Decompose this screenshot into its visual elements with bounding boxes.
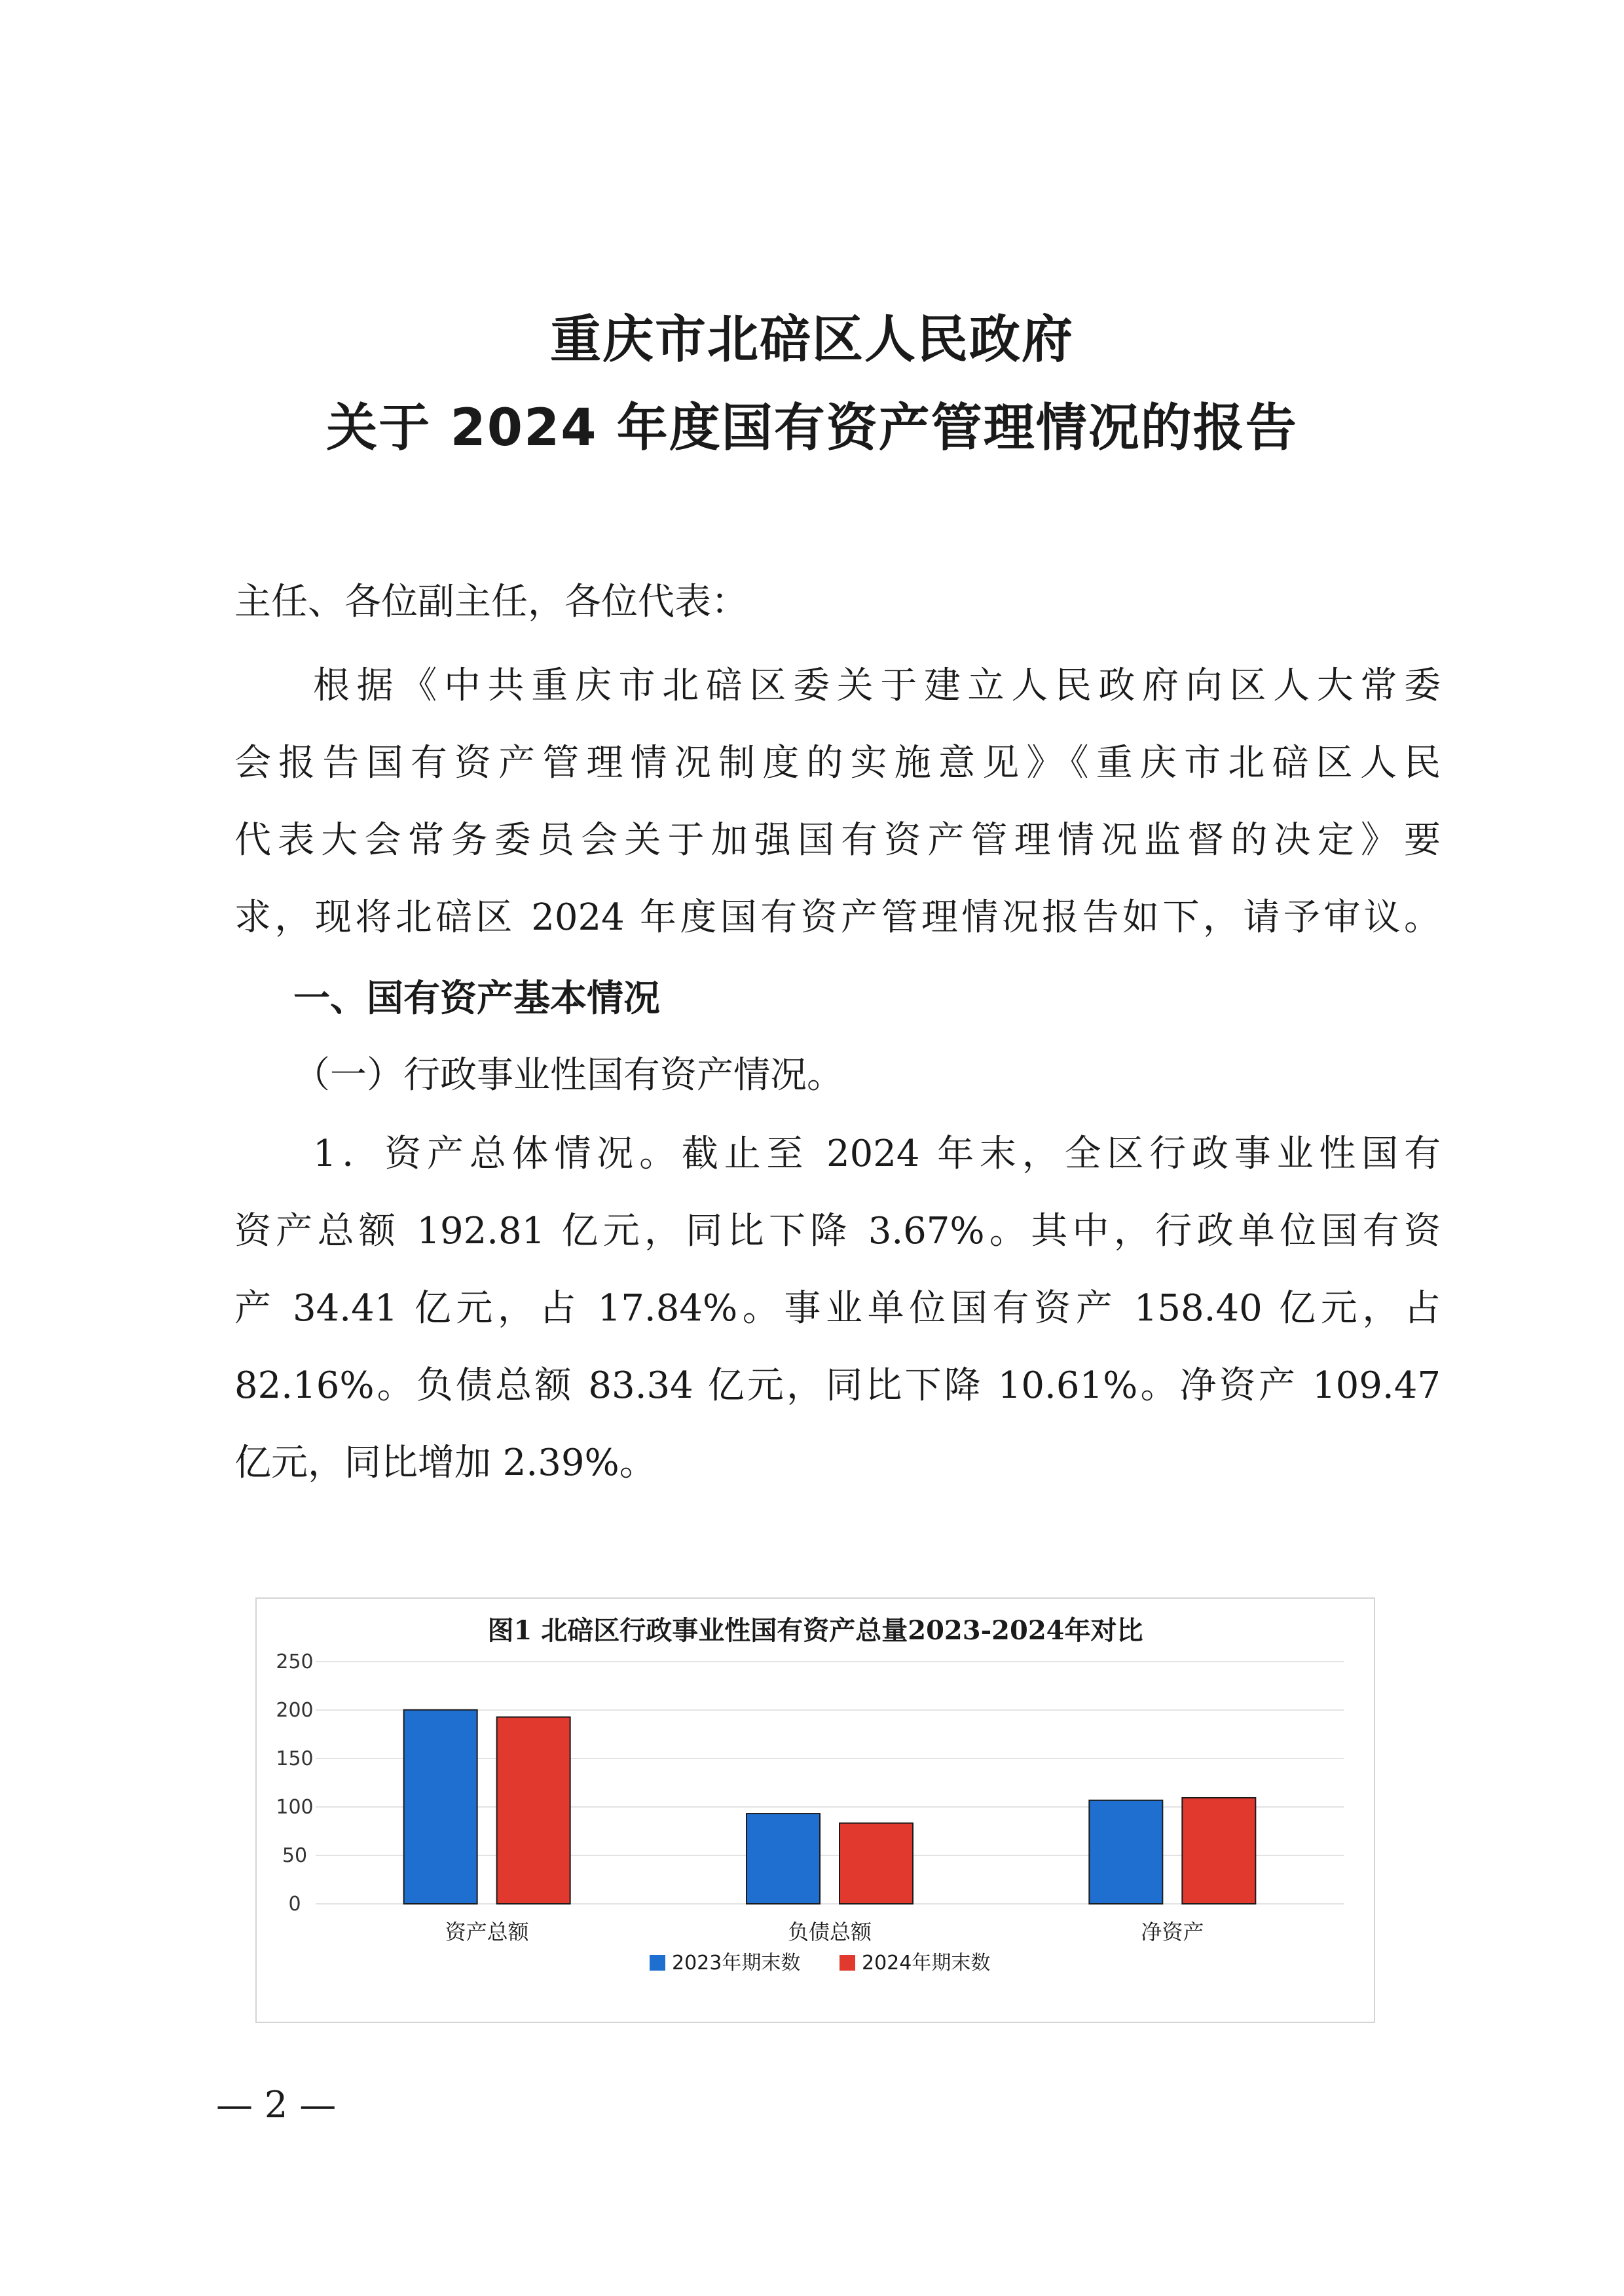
bar (1089, 1800, 1162, 1904)
y-tick-label: 0 (288, 1893, 301, 1916)
x-category-label: 负债总额 (787, 1920, 872, 1944)
intro-line-4: 求，现将北碚区 2024 年度国有资产管理情况报告如下，请予审议。 (234, 896, 1441, 939)
y-tick-label: 150 (276, 1747, 314, 1770)
subsection-heading: （一）行政事业性国有资产情况。 (293, 1054, 843, 1097)
page-number: — 2 — (216, 2084, 337, 2126)
legend-swatch (840, 1955, 855, 1971)
legend-label: 2024年期末数 (862, 1952, 991, 1975)
bar (1182, 1798, 1255, 1904)
bar (840, 1823, 913, 1904)
chart-svg (257, 1599, 1374, 2022)
bar (747, 1813, 820, 1904)
y-tick-label: 200 (276, 1699, 314, 1722)
salutation: 主任、各位副主任，各位代表： (234, 581, 748, 623)
intro-line-3: 代表大会常务委员会关于加强国有资产管理情况监督的决定》要 (234, 819, 1441, 862)
x-category-label: 资产总额 (445, 1920, 529, 1944)
legend-label: 2023年期末数 (672, 1952, 801, 1975)
y-tick-label: 100 (276, 1796, 314, 1819)
para1-line-4: 82.16%。负债总额 83.34 亿元，同比下降 10.61%。净资产 109.47 (234, 1364, 1441, 1407)
legend-swatch (650, 1955, 665, 1971)
chart-title: 图1 北碚区行政事业性国有资产总量2023-2024年对比 (487, 1615, 1143, 1646)
y-tick-label: 250 (276, 1650, 314, 1673)
section-heading: 一、国有资产基本情况 (293, 977, 660, 1020)
para1-line-2: 资产总额 192.81 亿元，同比下降 3.67%。其中，行政单位国有资 (234, 1210, 1441, 1252)
para1-line-1: 1．资产总体情况。截止至 2024 年末，全区行政事业性国有 (313, 1133, 1441, 1175)
asset-comparison-chart (255, 1597, 1375, 2023)
bar (404, 1710, 477, 1904)
title-line-2: 关于 2024 年度国有资产管理情况的报告 (326, 399, 1298, 458)
x-category-label: 净资产 (1141, 1920, 1204, 1944)
para1-line-5: 亿元，同比增加 2.39%。 (234, 1442, 656, 1484)
intro-line-1: 根据《中共重庆市北碚区委关于建立人民政府向区人大常委 (313, 665, 1441, 707)
bar (497, 1717, 570, 1904)
y-tick-label: 50 (282, 1844, 308, 1867)
para1-line-3: 产 34.41 亿元，占 17.84%。事业单位国有资产 158.40 亿元，占 (234, 1287, 1441, 1330)
title-line-1: 重庆市北碚区人民政府 (549, 310, 1074, 369)
intro-line-2: 会报告国有资产管理情况制度的实施意见》《重庆市北碚区人民 (234, 742, 1441, 784)
